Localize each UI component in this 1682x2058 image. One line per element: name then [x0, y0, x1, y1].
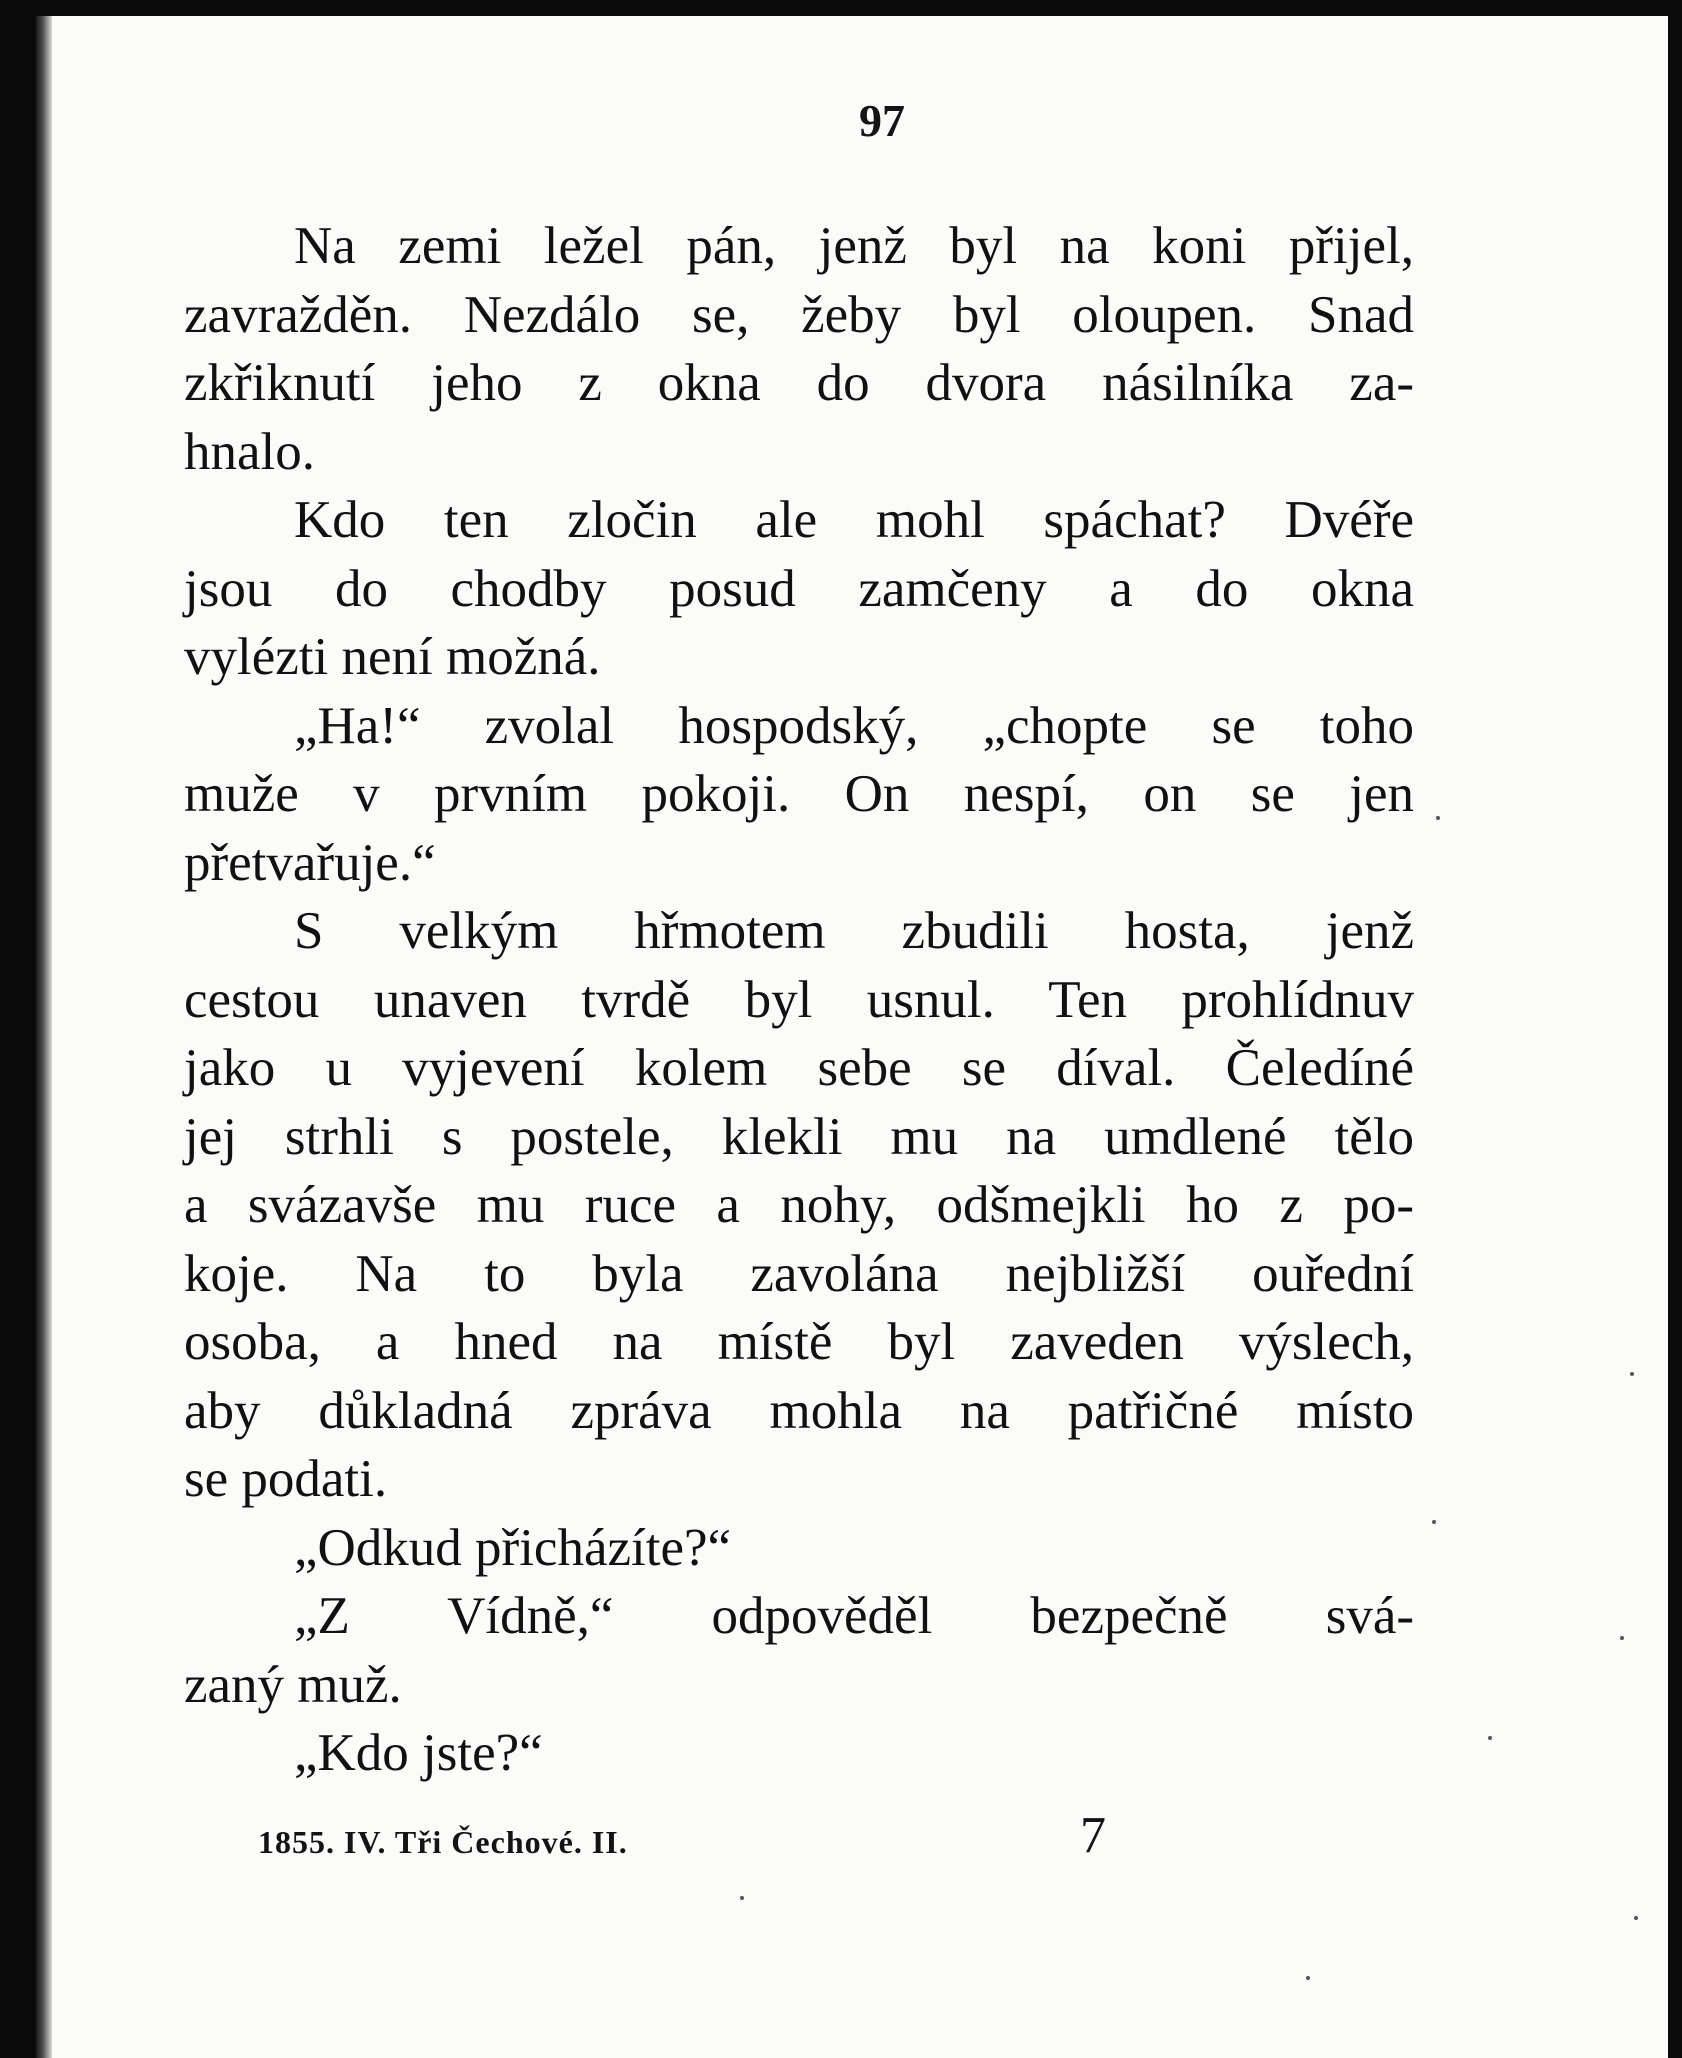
page-spine-shadow — [36, 16, 52, 2058]
text-line: zkřiknutí jeho z okna do dvora násilníka za- — [184, 354, 1414, 412]
signature-mark: 7 — [1080, 1807, 1106, 1864]
text-line: zavražděn. Nezdálo se, žeby byl oloupen. Snad — [184, 285, 1414, 344]
body-text — [184, 212, 1414, 1788]
text-line: a svázavše mu ruce a nohy, odšmejkli ho z po- — [184, 1176, 1414, 1234]
text-line: Na zemi ležel pán, jenž byl na koni přijel, — [294, 217, 1414, 275]
text-line: hnalo. — [184, 422, 315, 481]
text-line: aby důkladná zpráva mohla na patřičné místo — [184, 1381, 1414, 1440]
text-line: cestou unaven tvrdě byl usnul. Ten prohlídnuv — [184, 970, 1414, 1029]
text-line: „Z Vídně,“ odpověděl bezpečně svá- — [294, 1587, 1414, 1645]
text-line: jako u vyjevení kolem sebe se díval. Čeledíné — [184, 1039, 1414, 1097]
text-line: „Odkud přicházíte?“ — [294, 1518, 732, 1577]
text-line: jej strhli s postele, klekli mu na umdlené tělo — [184, 1107, 1414, 1166]
text-line: „Ha!“ zvolal hospodský, „chopte se toho — [294, 696, 1414, 755]
text-line: přetvařuje.“ — [184, 833, 436, 892]
text-line: „Kdo jste?“ — [294, 1724, 543, 1782]
text-line: zaný muž. — [184, 1655, 402, 1714]
text-line: muže v prvním pokoji. On nespí, on se jen — [184, 765, 1414, 823]
text-line: vylézti není možná. — [184, 628, 601, 686]
text-line: osoba, a hned na místě byl zaveden výslech, — [184, 1313, 1414, 1371]
book-page — [36, 16, 1668, 2058]
page-number: 97 — [859, 95, 905, 146]
text-line: S velkým hřmotem zbudili hosta, jenž — [294, 902, 1414, 960]
text-line: se podati. — [184, 1450, 388, 1508]
text-line: jsou do chodby posud zamčeny a do okna — [184, 559, 1414, 618]
text-line: Kdo ten zločin ale mohl spáchat? Dvéře — [294, 491, 1414, 549]
text-line: koje. Na to byla zavolána nejbližší ouřední — [184, 1244, 1414, 1303]
footer-imprint: 1855. IV. Tři Čechové. II. — [258, 1824, 628, 1860]
